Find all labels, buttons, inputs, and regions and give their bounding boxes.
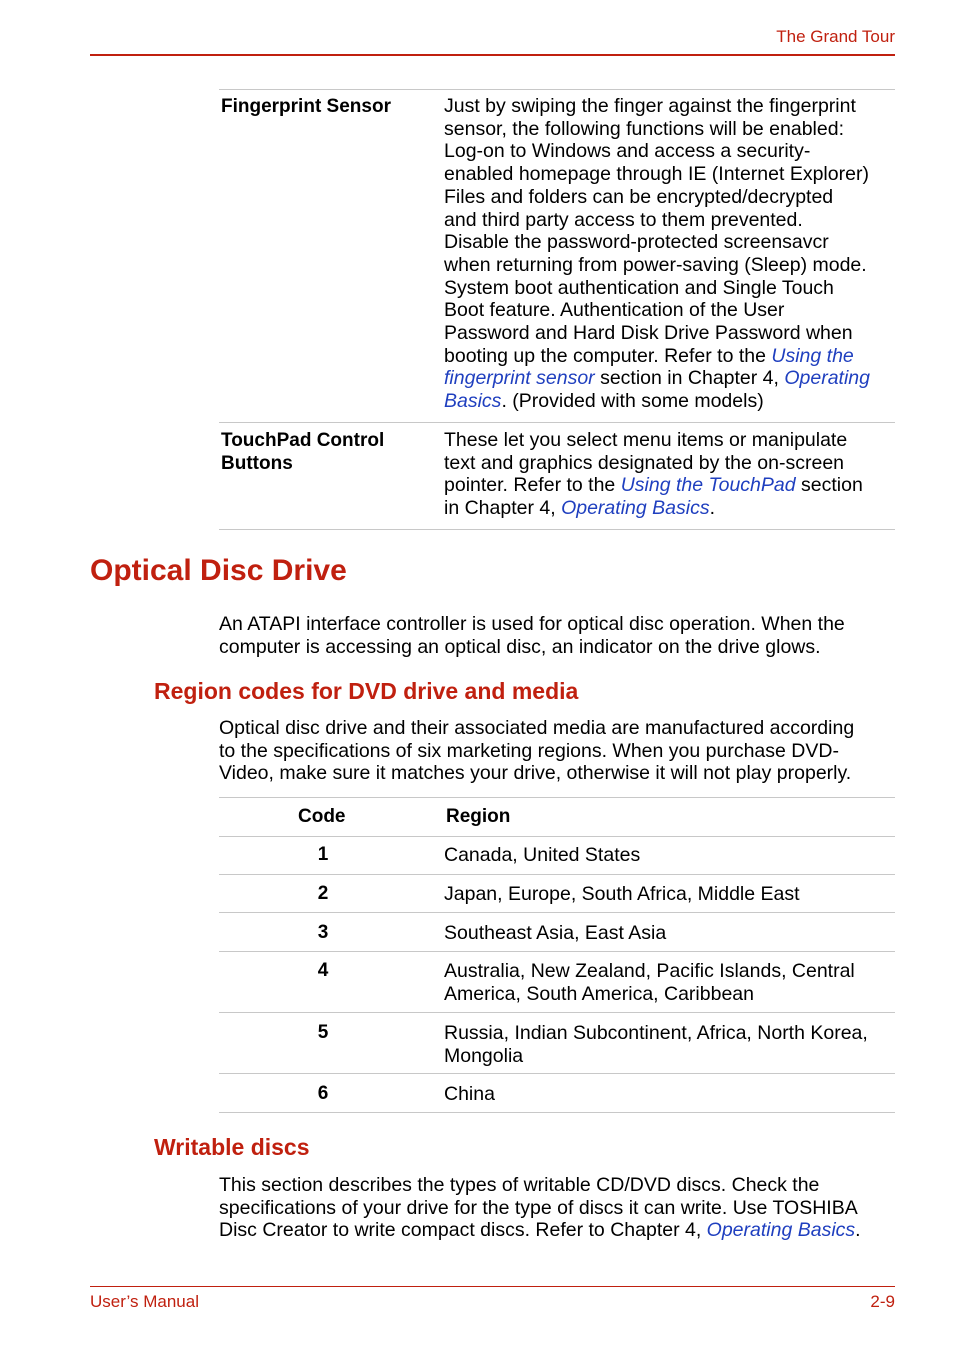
desc-line: [444, 345, 890, 368]
desc-line: Log-on to Windows and access a security-: [444, 140, 811, 163]
writable-heading: Writable discs: [154, 1134, 310, 1160]
region-table-header-rule: [219, 836, 895, 837]
desc-line: Password and Hard Disk Drive Password when: [444, 322, 853, 345]
desc-text: .: [709, 497, 715, 520]
region-row-rule: [219, 1073, 895, 1074]
para-text: .: [855, 1219, 861, 1242]
para-line: specifications of your drive for the type of discs it can write. Use TOSHIBA: [219, 1196, 858, 1219]
link-operating-basics[interactable]: Operating Basics: [561, 497, 710, 520]
region-table-top-rule: [219, 797, 895, 798]
desc-line: sensor, the following functions will be enabled:: [444, 117, 844, 140]
desc-line: Boot feature. Authentication of the User: [444, 299, 785, 322]
region-row-rule: [219, 912, 895, 913]
section-intro: [219, 613, 894, 658]
region-line: Russia, Indian Subcontinent, Africa, North Korea,: [444, 1022, 868, 1044]
table-top-rule: [219, 89, 895, 90]
term-line: TouchPad Control: [221, 430, 385, 451]
desc-line: text and graphics designated by the on-screen: [444, 451, 845, 474]
desc-text: pointer. Refer to the: [444, 474, 621, 497]
region-code: 3: [317, 922, 329, 943]
link-operating-basics[interactable]: Operating: [784, 367, 870, 390]
desc-text: section in Chapter 4,: [594, 367, 785, 390]
link-using-the-touchpad[interactable]: Using the TouchPad: [620, 474, 796, 497]
link-operating-basics-cont[interactable]: Basics: [444, 390, 502, 413]
footer-rule: [90, 1286, 895, 1287]
region-name: Canada, United States: [444, 844, 641, 866]
desc-line: System boot authentication and Single Touch: [444, 276, 834, 299]
desc-text: section: [795, 474, 863, 497]
region-row-rule: [219, 874, 895, 875]
footer-manual-title: User’s Manual: [90, 1292, 199, 1311]
region-line: Mongolia: [444, 1044, 524, 1067]
region-name: Southeast Asia, East Asia: [444, 922, 667, 944]
region-line: Australia, New Zealand, Pacific Islands, Central: [444, 960, 855, 982]
region-table-bottom-rule: [219, 1112, 895, 1113]
desc-line: enabled homepage through IE (Internet Explorer): [444, 163, 869, 186]
fingerprint-description: [444, 95, 890, 413]
header-rule: [90, 54, 895, 56]
region-code: 2: [317, 883, 329, 904]
para-line: [219, 1219, 894, 1242]
desc-line: [444, 367, 890, 390]
desc-line: Just by swiping the finger against the fingerprint: [444, 95, 856, 117]
region-heading: Region codes for DVD drive and media: [154, 678, 579, 704]
desc-line: when returning from power-saving (Sleep) mode.: [444, 253, 867, 276]
table-bottom-rule: [219, 529, 895, 530]
col-header-code: Code: [298, 806, 346, 827]
term-touchpad-control-buttons: [221, 429, 384, 475]
region-code: 1: [317, 844, 329, 865]
desc-line: [444, 497, 890, 520]
desc-line: [444, 474, 890, 497]
link-using-fingerprint-sensor-cont[interactable]: fingerprint sensor: [444, 367, 595, 390]
desc-line: Files and folders can be encrypted/decrypted: [444, 185, 834, 208]
para-line: to the specifications of six marketing regions. When you purchase DVD-: [219, 739, 839, 762]
region-name: [444, 960, 890, 1005]
running-header: The Grand Tour: [776, 27, 895, 46]
desc-line: These let you select menu items or manipulate: [444, 429, 848, 451]
desc-line: Disable the password-protected screensavcr: [444, 231, 829, 254]
para-line: Video, make sure it matches your drive, otherwise it will not play properly.: [219, 762, 852, 785]
section-title: Optical Disc Drive: [90, 554, 347, 587]
region-row-rule: [219, 1012, 895, 1013]
desc-text: booting up the computer. Refer to the: [444, 344, 772, 367]
region-name: Japan, Europe, South Africa, Middle East: [444, 883, 800, 905]
link-using-fingerprint-sensor[interactable]: Using the: [771, 344, 854, 367]
region-row-rule: [219, 951, 895, 952]
para-line: computer is accessing an optical disc, an indicator on the drive glows.: [219, 635, 821, 658]
region-code: 6: [317, 1083, 329, 1104]
para-line: Optical disc drive and their associated media are manufactured according: [219, 717, 855, 739]
region-code: 4: [317, 960, 329, 981]
region-code: 5: [317, 1022, 329, 1043]
para-line: This section describes the types of writable CD/DVD discs. Check the: [219, 1174, 820, 1196]
term-line: Buttons: [221, 453, 293, 474]
term-fingerprint-sensor: Fingerprint Sensor: [221, 96, 391, 117]
writable-paragraph: [219, 1174, 894, 1242]
region-line: America, South America, Caribbean: [444, 982, 754, 1005]
para-text: Disc Creator to write compact discs. Refer to Chapter 4,: [219, 1219, 707, 1242]
para-line: An ATAPI interface controller is used for optical disc operation. When the: [219, 613, 845, 635]
col-header-region: Region: [446, 806, 511, 827]
region-name: China: [444, 1083, 495, 1105]
region-name: [444, 1022, 890, 1067]
desc-line: and third party access to them prevented.: [444, 208, 803, 231]
desc-text: in Chapter 4,: [444, 497, 562, 520]
desc-text: . (Provided with some models): [501, 390, 764, 413]
touchpad-description: [444, 429, 890, 520]
link-operating-basics[interactable]: Operating Basics: [706, 1219, 856, 1242]
table-row-rule: [219, 422, 895, 423]
region-intro: [219, 717, 894, 785]
desc-line: [444, 390, 890, 413]
page-number: 2-9: [870, 1292, 895, 1311]
